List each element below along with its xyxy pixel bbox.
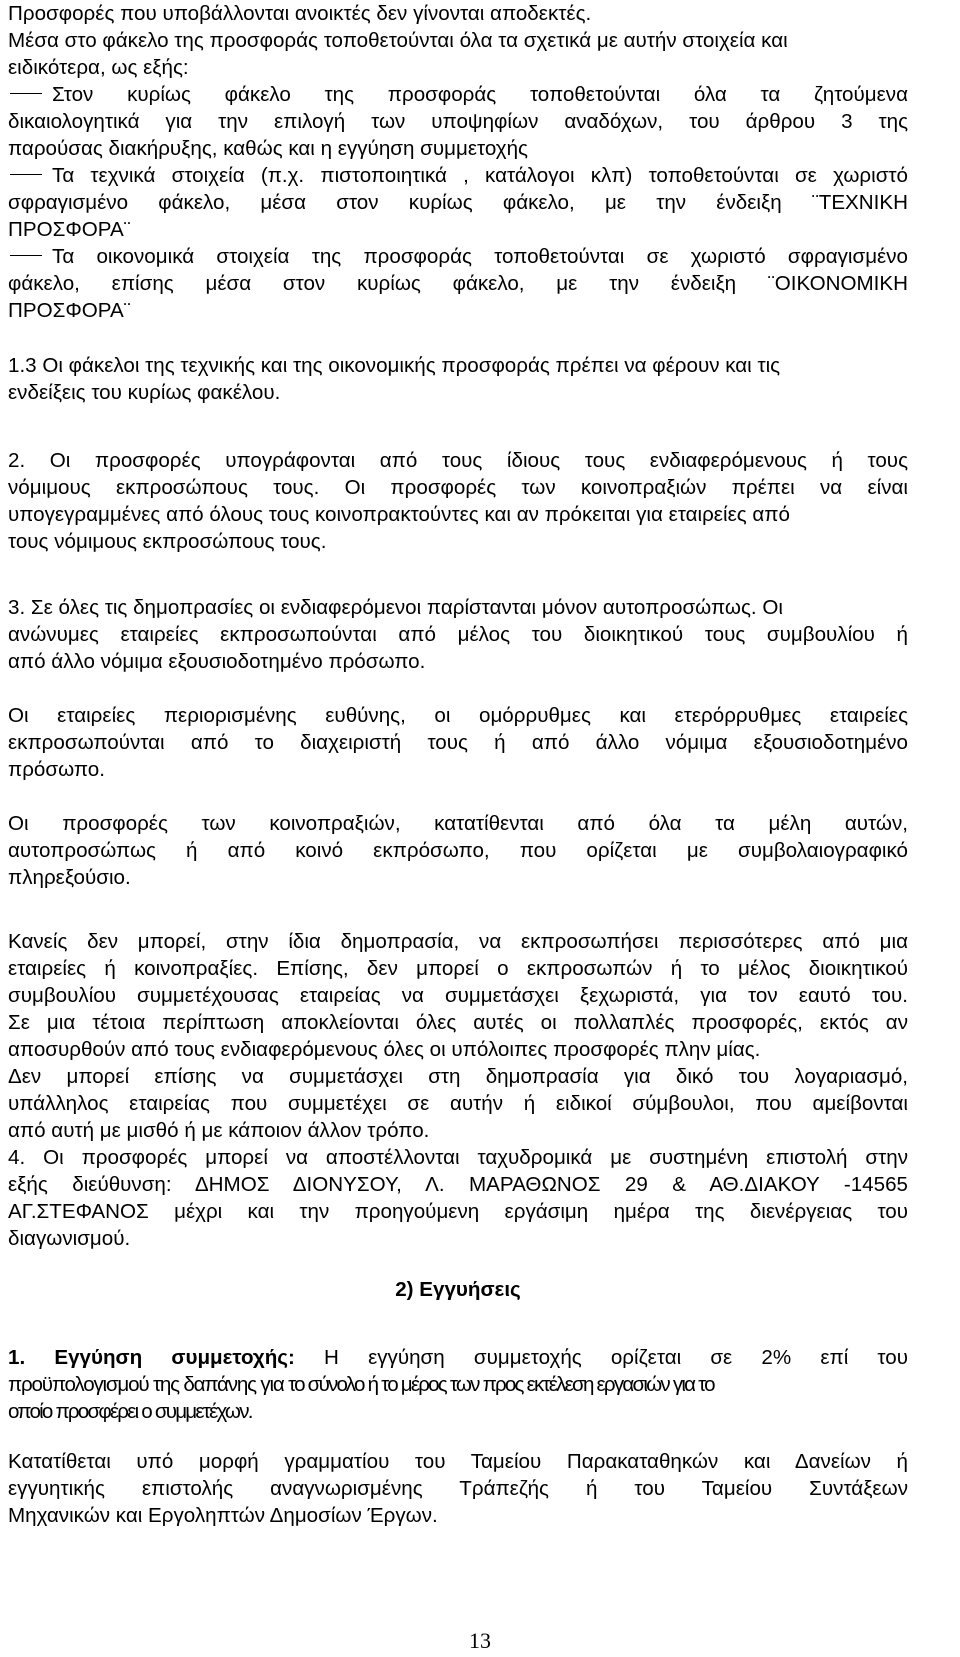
text-line: ΑΓ.ΣΤΕΦΑΝΟΣ μέχρι και την προηγούμενη εργάσιμη ημέρα της διενέργειας του <box>8 1200 908 1223</box>
text-line: εγγυητικής επιστολής αναγνωρισμένης Τράπεζής ή του Ταμείου Συντάξεων <box>8 1477 908 1500</box>
text-line: από αυτή με μισθό ή με κάποιον άλλον τρόπο. <box>8 1119 430 1142</box>
text-line: φάκελο, επίσης μέσα στον κυρίως φάκελο, με την ένδειξη ¨ΟΙΚΟΝΟΜΙΚΗ <box>8 272 908 295</box>
text-line: δικαιολογητικά για την επιλογή των υποψηφίων αναδόχων, του άρθρου 3 της <box>8 110 908 133</box>
bullet-technical <box>8 162 908 243</box>
text-line: 2. Οι προσφορές υπογράφονται από τους ίδιους τους ενδιαφερόμενους ή τους <box>8 449 908 472</box>
text-line: οποίο προσφέρει ο συμμετέχων. <box>8 1400 252 1423</box>
paragraph-representation <box>8 928 908 1144</box>
text-line: Τα τεχνικά στοιχεία (π.χ. πιστοποιητικά , κατάλογοι κλπ) τοποθετούνται σε χωριστό <box>52 164 908 187</box>
text-line: ενδείξεις του κυρίως φακέλου. <box>8 381 281 404</box>
text-line: Οι προσφορές των κοινοπραξιών, κατατίθενται από όλα τα μέλη αυτών, <box>8 812 908 835</box>
text-line: παρούσας διακήρυξης, καθώς και η εγγύηση συμμετοχής <box>8 137 528 160</box>
text-line: Στον κυρίως φάκελο της προσφοράς τοποθετούνται όλα τα ζητούμενα <box>52 83 908 106</box>
text-line: το σύνολο ή το μέρος των προς εκτέλεση εργασιών για το <box>288 1373 714 1396</box>
text-line: ανώνυμες εταιρείες εκπροσωπούνται από μέλος του διοικητικού τους συμβουλίου ή <box>8 623 908 646</box>
paragraph-intro <box>8 0 908 81</box>
text-line: από άλλο νόμιμα εξουσιοδοτημένο πρόσωπο. <box>8 650 426 673</box>
bullet-main-envelope <box>8 81 908 162</box>
text-line: αποσυρθούν από τους ενδιαφερόμενους όλες οι υπόλοιπες προσφορές πλην μίας. <box>8 1038 761 1061</box>
text-line: ΠΡΟΣΦΟΡΑ¨ <box>8 218 131 241</box>
bullet-financial <box>8 243 908 324</box>
text-line: Οι εταιρείες περιορισμένης ευθύνης, οι ομόρρυθμες και ετερόρρυθμες εταιρείες <box>8 704 908 727</box>
text-line: 3. Σε όλες τις δημοπρασίες οι ενδιαφερόμενοι παρίστανται μόνον αυτοπροσώπως. Οι <box>8 596 783 619</box>
text-line: υπάλληλος εταιρείας που συμμετέχει σε αυτήν ή ειδικοί σύμβουλοι, που αμείβονται <box>8 1092 908 1115</box>
text-line: 1.3 Οι φάκελοι της τεχνικής και της οικονομικής προσφοράς πρέπει να φέρουν και τις <box>8 354 781 377</box>
text-line: Η εγγύηση συμμετοχής ορίζεται σε 2% επί του <box>294 1346 908 1369</box>
text-line: Προσφορές που υποβάλλονται ανοικτές δεν γίνονται αποδεκτές. <box>8 2 592 25</box>
text-line: διαγωνισμού. <box>8 1227 131 1250</box>
page-number: 13 <box>469 1628 491 1653</box>
text-line: Σε μια τέτοια περίπτωση αποκλείονται όλες αυτές οι πολλαπλές προσφορές, εκτός αν <box>8 1011 908 1034</box>
text-line: αυτοπροσώπως ή από κοινό εκπρόσωπο, που ορίζεται με συμβολαιογραφικό <box>8 839 908 862</box>
text-line: Τα οικονομικά στοιχεία της προσφοράς τοποθετούνται σε χωριστό σφραγισμένο <box>52 245 908 268</box>
paragraph-ltd-companies <box>8 702 908 783</box>
text-line: 4. Οι προσφορές μπορεί να αποστέλλονται ταχυδρομικά με συστημένη επιστολή στην <box>8 1146 908 1169</box>
text-line: προϋπολογισμού της δαπάνης για <box>8 1373 289 1396</box>
text-line: Κανείς δεν μπορεί, στην ίδια δημοπρασία, να εκπροσωπήσει περισσότερες από μια <box>8 930 908 953</box>
text-line: τους νόμιμους εκπροσώπους τους. <box>8 530 327 553</box>
paragraph-1-3 <box>8 352 908 406</box>
paragraph-consortia <box>8 810 908 891</box>
paragraph-4 <box>8 1144 908 1252</box>
text-line: πρόσωπο. <box>8 758 105 781</box>
paragraph-participation-guarantee <box>8 1344 908 1425</box>
text-line: εταιρείες ή κοινοπραξίες. Επίσης, δεν μπορεί ο εκπροσωπών ή το μέλος διοικητικού <box>8 957 908 980</box>
bold-label: 1. Εγγύηση συμμετοχής: <box>8 1346 295 1369</box>
text-line: Μηχανικών και Εργοληπτών Δημοσίων Έργων. <box>8 1504 438 1527</box>
dash-bullet-icon <box>10 93 42 94</box>
text-line: σφραγισμένο φάκελο, μέσα στον κυρίως φάκελο, με την ένδειξη ¨ΤΕΧΝΙΚΗ <box>8 191 908 214</box>
paragraph-2 <box>8 447 908 555</box>
text-line: εκπροσωπούνται από το διαχειριστή τους ή από άλλο νόμιμα εξουσιοδοτημένο <box>8 731 908 754</box>
text-line: πληρεξούσιο. <box>8 866 131 889</box>
dash-bullet-icon <box>10 255 42 256</box>
text-line: Δεν μπορεί επίσης να συμμετάσχει στη δημοπρασία για δικό του λογαριασμό, <box>8 1065 908 1088</box>
text-line: νόμιμους εκπροσώπους τους. Οι προσφορές των κοινοπραξιών πρέπει να είναι <box>8 476 908 499</box>
paragraph-deposit-form <box>8 1448 908 1529</box>
text-line: υπογεγραμμένες από όλους τους κοινοπρακτούντες και αν πρόκειται για εταιρείες από <box>8 503 790 526</box>
text-line: ειδικότερα, ως εξής: <box>8 56 189 79</box>
text-line: συμβουλίου συμμετέχουσας εταιρείας να συμμετάσχει ξεχωριστά, για τον εαυτό του. <box>8 984 908 1007</box>
heading-text: 2) Εγγυήσεις <box>395 1278 521 1301</box>
paragraph-3 <box>8 594 908 675</box>
section-heading <box>8 1276 908 1303</box>
dash-bullet-icon <box>10 174 42 175</box>
text-line: Κατατίθεται υπό μορφή γραμματίου του Ταμείου Παρακαταθηκών και Δανείων ή <box>8 1450 908 1473</box>
text-line: Μέσα στο φάκελο της προσφοράς τοποθετούνται όλα τα σχετικά με αυτήν στοιχεία και <box>8 29 788 52</box>
text-line: ΠΡΟΣΦΟΡΑ¨ <box>8 299 131 322</box>
text-line: εξής διεύθυνση: ΔΗΜΟΣ ΔΙΟΝΥΣΟΥ, Λ. ΜΑΡΑΘΩΝΟΣ 29 & ΑΘ.ΔΙΑΚΟΥ -14565 <box>8 1173 908 1196</box>
